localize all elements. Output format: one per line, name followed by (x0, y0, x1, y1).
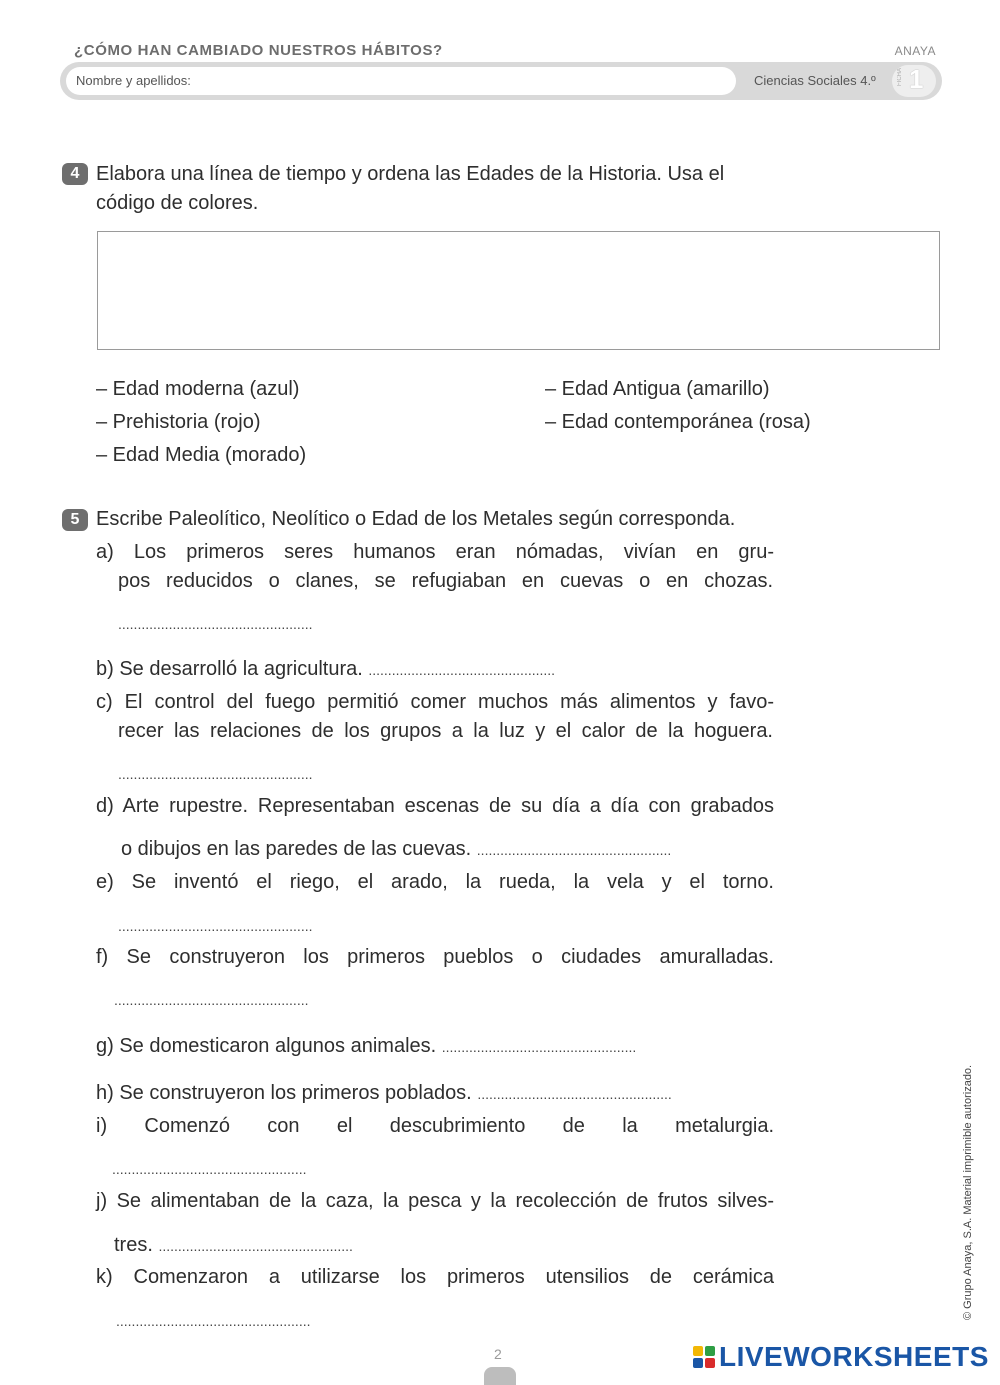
question-5-prompt: Escribe Paleolítico, Neolítico o Edad de los Metales según corresponda. (96, 508, 736, 530)
question-4-text-line1: Elabora una línea de tiempo y ordena las Edades de la Historia. Usa el (96, 163, 725, 185)
logo-square-2 (705, 1346, 715, 1356)
legend-item-prehistoria: – Prehistoria (rojo) (96, 411, 261, 433)
legend-item-edad-contemporanea: – Edad contemporánea (rosa) (545, 411, 811, 433)
item-e: e) Se inventó el riego, el arado, la rueda, la vela y el torno. (96, 871, 774, 893)
name-label: Nombre y apellidos: (76, 73, 191, 88)
logo-square-3 (693, 1358, 703, 1368)
question-4-text-line2: código de colores. (96, 192, 259, 214)
answer-blank-k[interactable]: .................................................. (116, 1313, 311, 1329)
item-d-line1: d) Arte rupestre. Representaban escenas de su día a día con grabados (96, 795, 774, 817)
item-a-line2: pos reducidos o clanes, se refugiaban en cuevas o en chozas. (118, 570, 773, 592)
liveworksheets-logo-icon (693, 1346, 715, 1368)
ficha-number: 1 (909, 64, 924, 94)
legend-item-edad-media: – Edad Media (morado) (96, 444, 307, 466)
legend-item-edad-moderna: – Edad moderna (azul) (96, 378, 300, 400)
ficha-label: FICHA (897, 68, 903, 86)
item-f: f) Se construyeron los primeros pueblos o ciudades amuralladas. (96, 946, 774, 968)
answer-blank-b[interactable]: ................................................ (368, 662, 556, 678)
item-b (96, 655, 555, 685)
timeline-drawing-area[interactable] (97, 231, 940, 350)
publisher-logo: ANAYA (894, 44, 936, 58)
item-i: i) Comenzó con el descubrimiento de la metalurgia. (96, 1115, 774, 1137)
question-5-badge: 5 (62, 509, 88, 531)
logo-square-4 (705, 1358, 715, 1368)
item-b-text: b) Se desarrolló la agricultura. (96, 658, 363, 680)
item-a-line1: a) Los primeros seres humanos eran nómadas, vivían en gru- (96, 541, 774, 563)
question-4-badge: 4 (62, 163, 88, 185)
worksheet-title: ¿CÓMO HAN CAMBIADO NUESTROS HÁBITOS? (74, 42, 443, 59)
item-j-line1: j) Se alimentaban de la caza, la pesca y la recolección de frutos silves- (96, 1190, 774, 1212)
answer-blank-a[interactable]: .................................................. (118, 616, 313, 632)
answer-blank-d[interactable]: .................................................. (476, 842, 672, 858)
page-number: 2 (494, 1346, 502, 1362)
item-g-text: g) Se domesticaron algunos animales. (96, 1035, 437, 1057)
course-label: Ciencias Sociales 4.º (754, 73, 876, 88)
item-h (96, 1079, 672, 1109)
item-k: k) Comenzaron a utilizarse los primeros utensilios de cerámica (96, 1266, 774, 1288)
item-c-line2: recer las relaciones de los grupos a la luz y el calor de la hoguera. (118, 720, 773, 742)
item-j-text: tres. (114, 1234, 153, 1256)
answer-blank-f[interactable]: .................................................. (114, 992, 309, 1008)
answer-blank-g[interactable]: .................................................. (441, 1039, 637, 1055)
copyright-notice: © Grupo Anaya, S.A. Material imprimible autorizado. (962, 1064, 974, 1320)
item-g (96, 1032, 636, 1062)
liveworksheets-text: LIVEWORKSHEETS (719, 1341, 989, 1372)
answer-blank-e[interactable]: .................................................. (118, 918, 313, 934)
logo-square-1 (693, 1346, 703, 1356)
liveworksheets-watermark (693, 1342, 989, 1372)
item-d-text: o dibujos en las paredes de las cuevas. (121, 838, 472, 860)
answer-blank-c[interactable]: .................................................. (118, 766, 313, 782)
legend-item-edad-antigua: – Edad Antigua (amarillo) (545, 378, 770, 400)
item-h-text: h) Se construyeron los primeros poblados. (96, 1082, 472, 1104)
answer-blank-j[interactable]: .................................................. (158, 1238, 353, 1254)
item-d-line2 (121, 835, 671, 865)
answer-blank-h[interactable]: .................................................. (477, 1086, 672, 1102)
item-c-line1: c) El control del fuego permitió comer muchos más alimentos y favo- (96, 691, 774, 713)
item-j-line2 (114, 1231, 353, 1261)
answer-blank-i[interactable]: .................................................. (112, 1161, 307, 1177)
page-tab (484, 1367, 516, 1385)
